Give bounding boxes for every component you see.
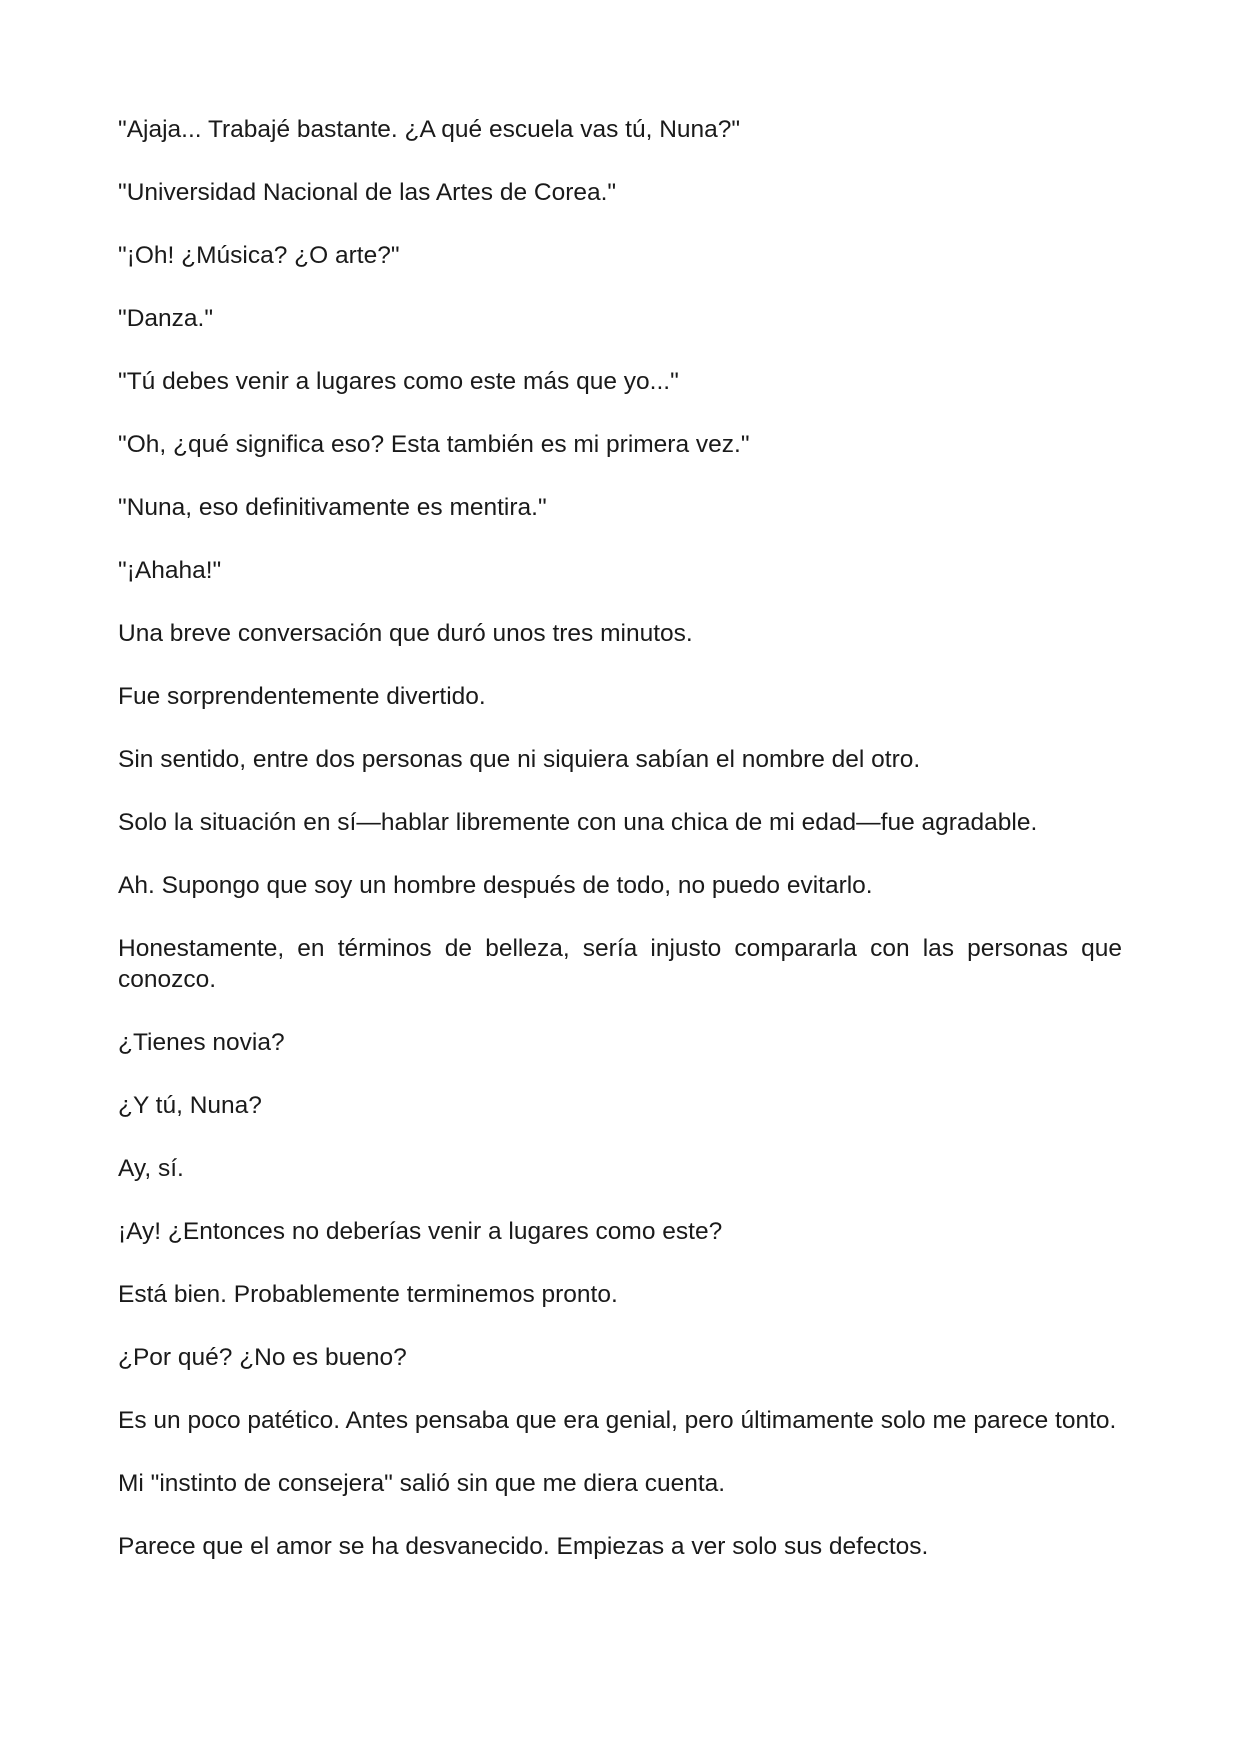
paragraph-4: "Danza."	[118, 305, 214, 332]
paragraph-15: ¿Tienes novia?	[118, 1029, 285, 1056]
paragraph-2: "Universidad Nacional de las Artes de Corea."	[118, 179, 617, 206]
paragraph-23: Parece que el amor se ha desvanecido. Empiezas a ver solo sus defectos.	[118, 1533, 929, 1560]
paragraph-17: Ay, sí.	[118, 1155, 184, 1182]
paragraph-19: Está bien. Probablemente terminemos pronto.	[118, 1281, 618, 1308]
paragraph-20: ¿Por qué? ¿No es bueno?	[118, 1344, 407, 1371]
paragraph-1: "Ajaja... Trabajé bastante. ¿A qué escuela vas tú, Nuna?"	[118, 116, 741, 143]
paragraph-16: ¿Y tú, Nuna?	[118, 1092, 262, 1119]
paragraph-14: Honestamente, en términos de belleza, sería injusto compararla con las personas que conozco.	[118, 935, 1122, 993]
paragraph-9: Una breve conversación que duró unos tres minutos.	[118, 620, 693, 647]
paragraph-11: Sin sentido, entre dos personas que ni siquiera sabían el nombre del otro.	[118, 746, 921, 773]
paragraph-10: Fue sorprendentemente divertido.	[118, 683, 486, 710]
paragraph-13: Ah. Supongo que soy un hombre después de todo, no puedo evitarlo.	[118, 872, 873, 899]
paragraph-7: "Nuna, eso definitivamente es mentira."	[118, 494, 547, 521]
paragraph-5: "Tú debes venir a lugares como este más que yo..."	[118, 368, 679, 395]
paragraph-3: "¡Oh! ¿Música? ¿O arte?"	[118, 242, 400, 269]
document-body	[118, 114, 1122, 1562]
paragraph-8: "¡Ahaha!"	[118, 557, 222, 584]
paragraph-18: ¡Ay! ¿Entonces no deberías venir a lugares como este?	[118, 1218, 723, 1245]
paragraph-12: Solo la situación en sí—hablar libremente con una chica de mi edad—fue agradable.	[118, 809, 1038, 836]
paragraph-22: Mi "instinto de consejera" salió sin que me diera cuenta.	[118, 1470, 726, 1497]
paragraph-21: Es un poco patético. Antes pensaba que era genial, pero últimamente solo me parece tonto.	[118, 1407, 1117, 1434]
paragraph-6: "Oh, ¿qué significa eso? Esta también es mi primera vez."	[118, 431, 750, 458]
